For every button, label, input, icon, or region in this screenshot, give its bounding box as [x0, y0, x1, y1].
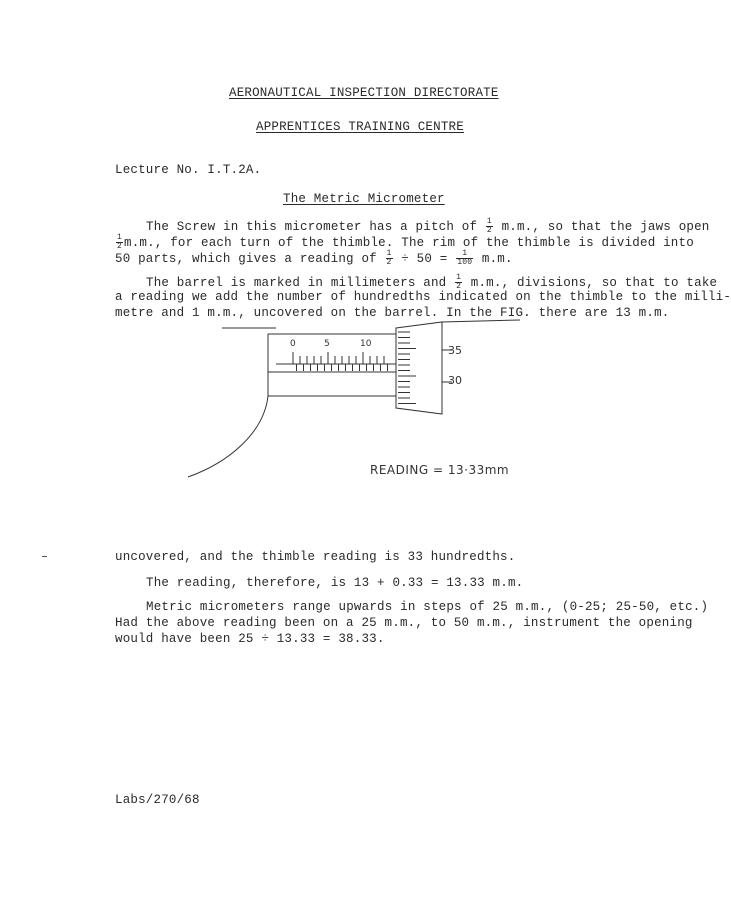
fraction-hundredth: $\frac{1}{100}$ — [457, 249, 473, 267]
header-training-centre: APPRENTICES TRAINING CENTRE — [256, 120, 464, 134]
thimble-number-30: 30 — [448, 374, 462, 387]
figure-caption: READING = 13·33mm — [370, 463, 510, 477]
paragraph-3: uncovered, and the thimble reading is 33 hundredths. — [115, 550, 516, 564]
header-directorate: AERONAUTICAL INSPECTION DIRECTORATE — [229, 86, 499, 100]
fraction-half: $\frac{1}{2}$ — [117, 233, 123, 251]
sleeve-number-10: 10 — [360, 339, 372, 349]
fraction-half: $\frac{1}{2}$ — [486, 217, 492, 235]
section-title: The Metric Micrometer — [283, 192, 445, 206]
sleeve-number-5: 5 — [324, 339, 330, 349]
paragraph-1-line-1: The Screw in this micrometer has a pitch of $\frac{1}{2}$ m.m., so that the jaws open — [146, 217, 710, 235]
footer-reference: Labs/270/68 — [115, 793, 200, 807]
lecture-number: Lecture No. I.T.2A. — [115, 163, 262, 177]
paragraph-4: The reading, therefore, is 13 + 0.33 = 13.33 m.m. — [146, 576, 524, 590]
paragraph-5-line-1: Metric micrometers range upwards in steps of 25 m.m., (0-25; 25-50, etc.) — [146, 600, 709, 614]
paragraph-2-line-1: The barrel is marked in millimeters and $\frac{1}{2}$ m.m., divisions, so that to take — [146, 273, 718, 291]
margin-mark — [42, 556, 47, 557]
fraction-half: $\frac{1}{2}$ — [386, 249, 392, 267]
sleeve-number-0: 0 — [290, 339, 296, 349]
paragraph-2-line-2: a reading we add the number of hundredths indicated on the thimble to the milli- — [115, 290, 731, 304]
paragraph-1-line-2: $\frac{1}{2}$ m.m., for each turn of the thimble. The rim of the thimble is divided into — [117, 233, 694, 251]
paragraph-5-line-2: Had the above reading been on a 25 m.m., to 50 m.m., instrument the opening — [115, 616, 693, 630]
paragraph-2-line-3: metre and 1 m.m., uncovered on the barrel. In the FIG. there are 13 m.m. — [115, 306, 670, 320]
thimble-number-35: 35 — [448, 344, 462, 357]
micrometer-diagram — [180, 312, 540, 492]
fraction-half: $\frac{1}{2}$ — [456, 273, 462, 291]
paragraph-1-line-3: 50 parts, which gives a reading of $\frac{1}{2}$ ÷ 50 = $\frac{1}{100}$ m.m. — [115, 249, 513, 267]
paragraph-5-line-3: would have been 25 ÷ 13.33 = 38.33. — [115, 632, 385, 646]
